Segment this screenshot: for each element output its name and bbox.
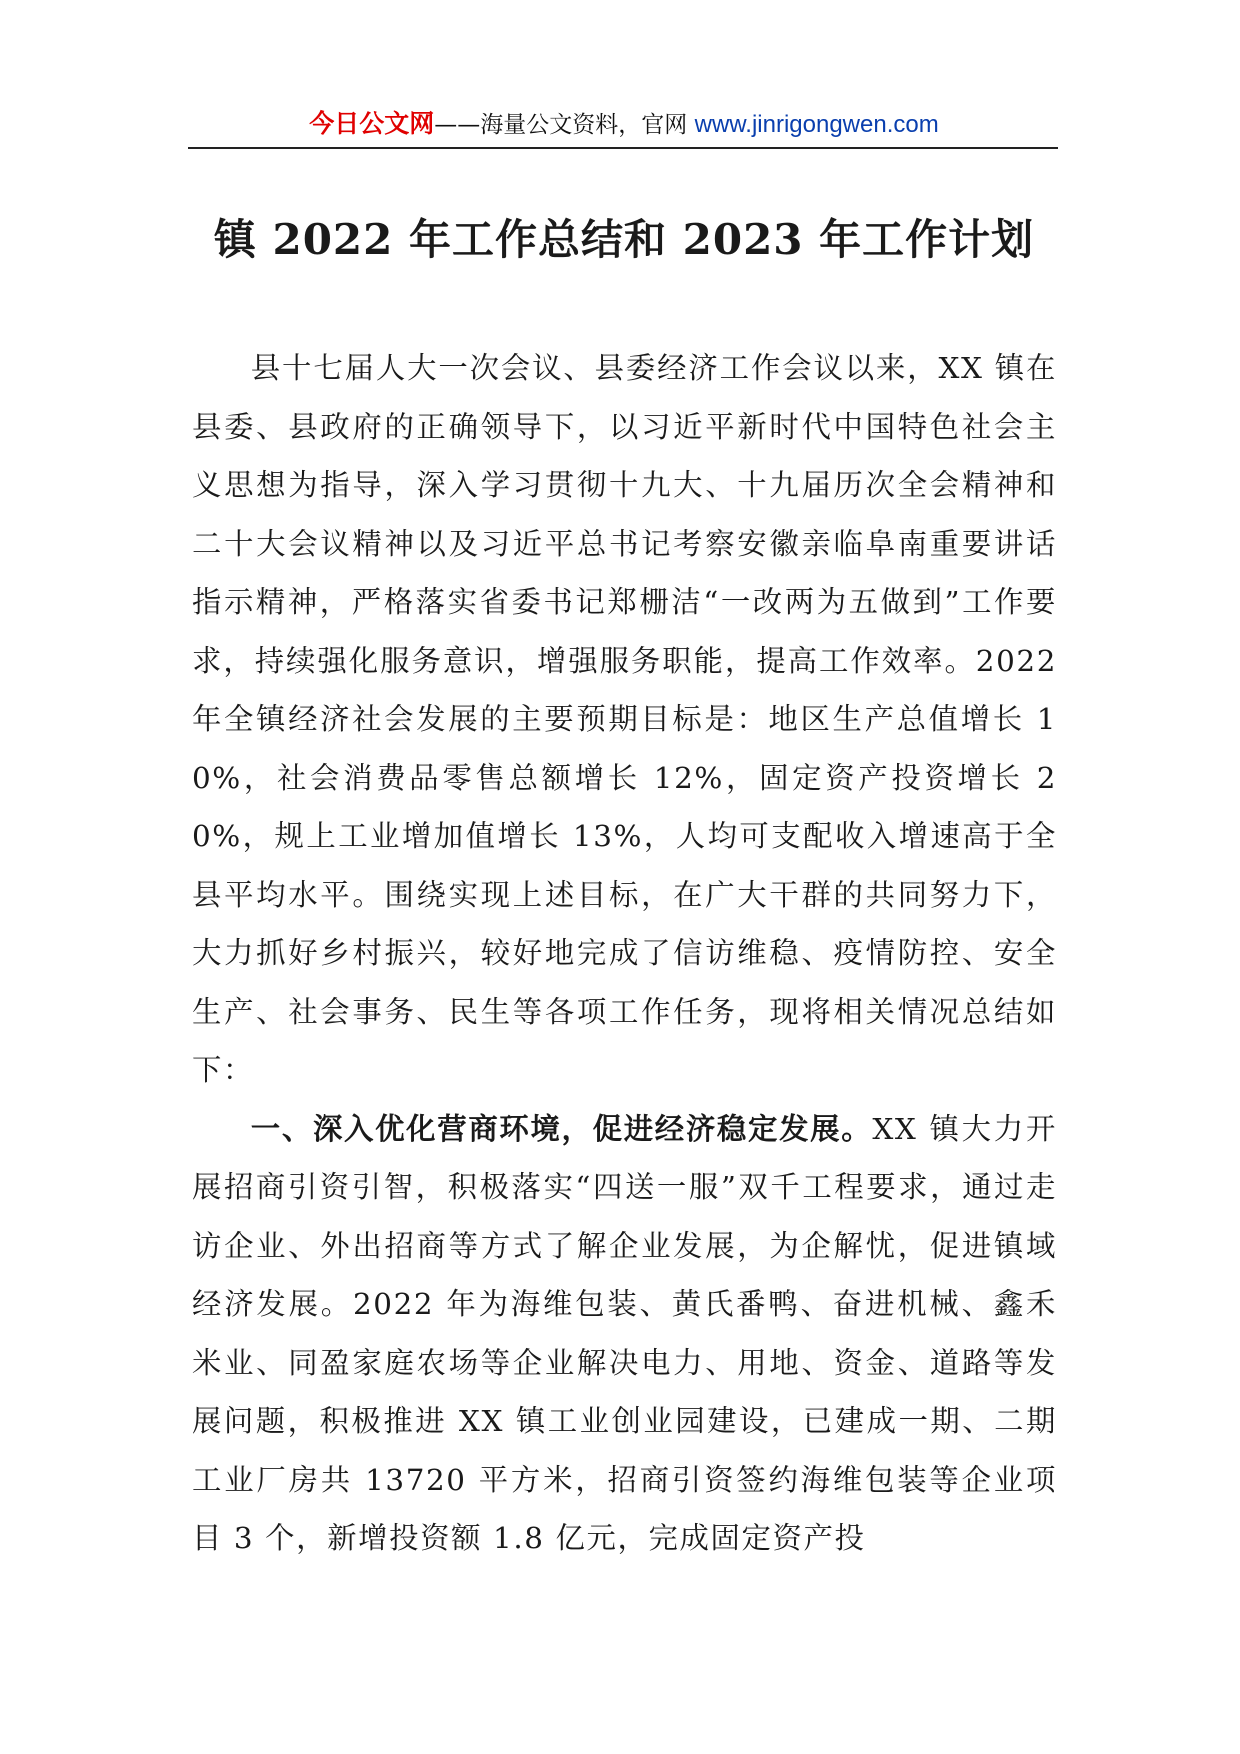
header-dash: —— bbox=[434, 112, 481, 138]
section-1-body: XX 镇大力开展招商引资引智，积极落实“四送一服”双千工程要求，通过走访企业、外出招商等方式了解企业发展，为企解忧，促进镇域经济发展。2022 年为海维包装、黄氏番鸭、奋进机械、鑫禾米业、同盈家庭农场等企业解决电力、用地、资金、道路等发展问题，积极推进 XX 镇工业创业园建设，已建成一期、二期工业厂房共 13720 平方米，招商引资签约海维包装等企业项目 3 个，新增投资额 1.8 亿元，完成固定资产投 bbox=[192, 1111, 1058, 1555]
site-tagline: 海量公文资料，官网 bbox=[480, 112, 695, 138]
document-body bbox=[192, 339, 1057, 1568]
intro-paragraph: 县十七届人大一次会议、县委经济工作会议以来，XX 镇在县委、县政府的正确领导下，以习近平新时代中国特色社会主义思想为指导，深入学习贯彻十九大、十九届历次全会精神和二十大会议精神以及习近平总书记考察安徽亲临阜南重要讲话指示精神，严格落实省委书记郑栅洁“一改两为五做到”工作要求，持续强化服务意识，增强服务职能，提高工作效率。2022 年全镇经济社会发展的主要预期目标是：地区生产总值增长 10%，社会消费品零售总额增长 12%，固定资产投资增长 20%，规上工业增加值增长 13%，人均可支配收入增速高于全县平均水平。围绕实现上述目标，在广大干群的共同努力下，大力抓好乡村振兴，较好地完成了信访维稳、疫情防控、安全生产、社会事务、民生等各项工作任务，现将相关情况总结如下： bbox=[192, 351, 1057, 1087]
site-url-link[interactable]: www.jinrigongwen.com bbox=[694, 111, 939, 138]
site-brand[interactable]: 今日公文网 bbox=[309, 109, 435, 138]
section-1-heading: 一、深入优化营商环境，促进经济稳定发展。 bbox=[250, 1111, 873, 1146]
document-title: 镇 2022 年工作总结和 2023 年工作计划 bbox=[213, 215, 1035, 264]
header-divider bbox=[188, 147, 1058, 149]
site-header bbox=[188, 104, 1060, 144]
section-1-paragraph bbox=[192, 1100, 1057, 1568]
